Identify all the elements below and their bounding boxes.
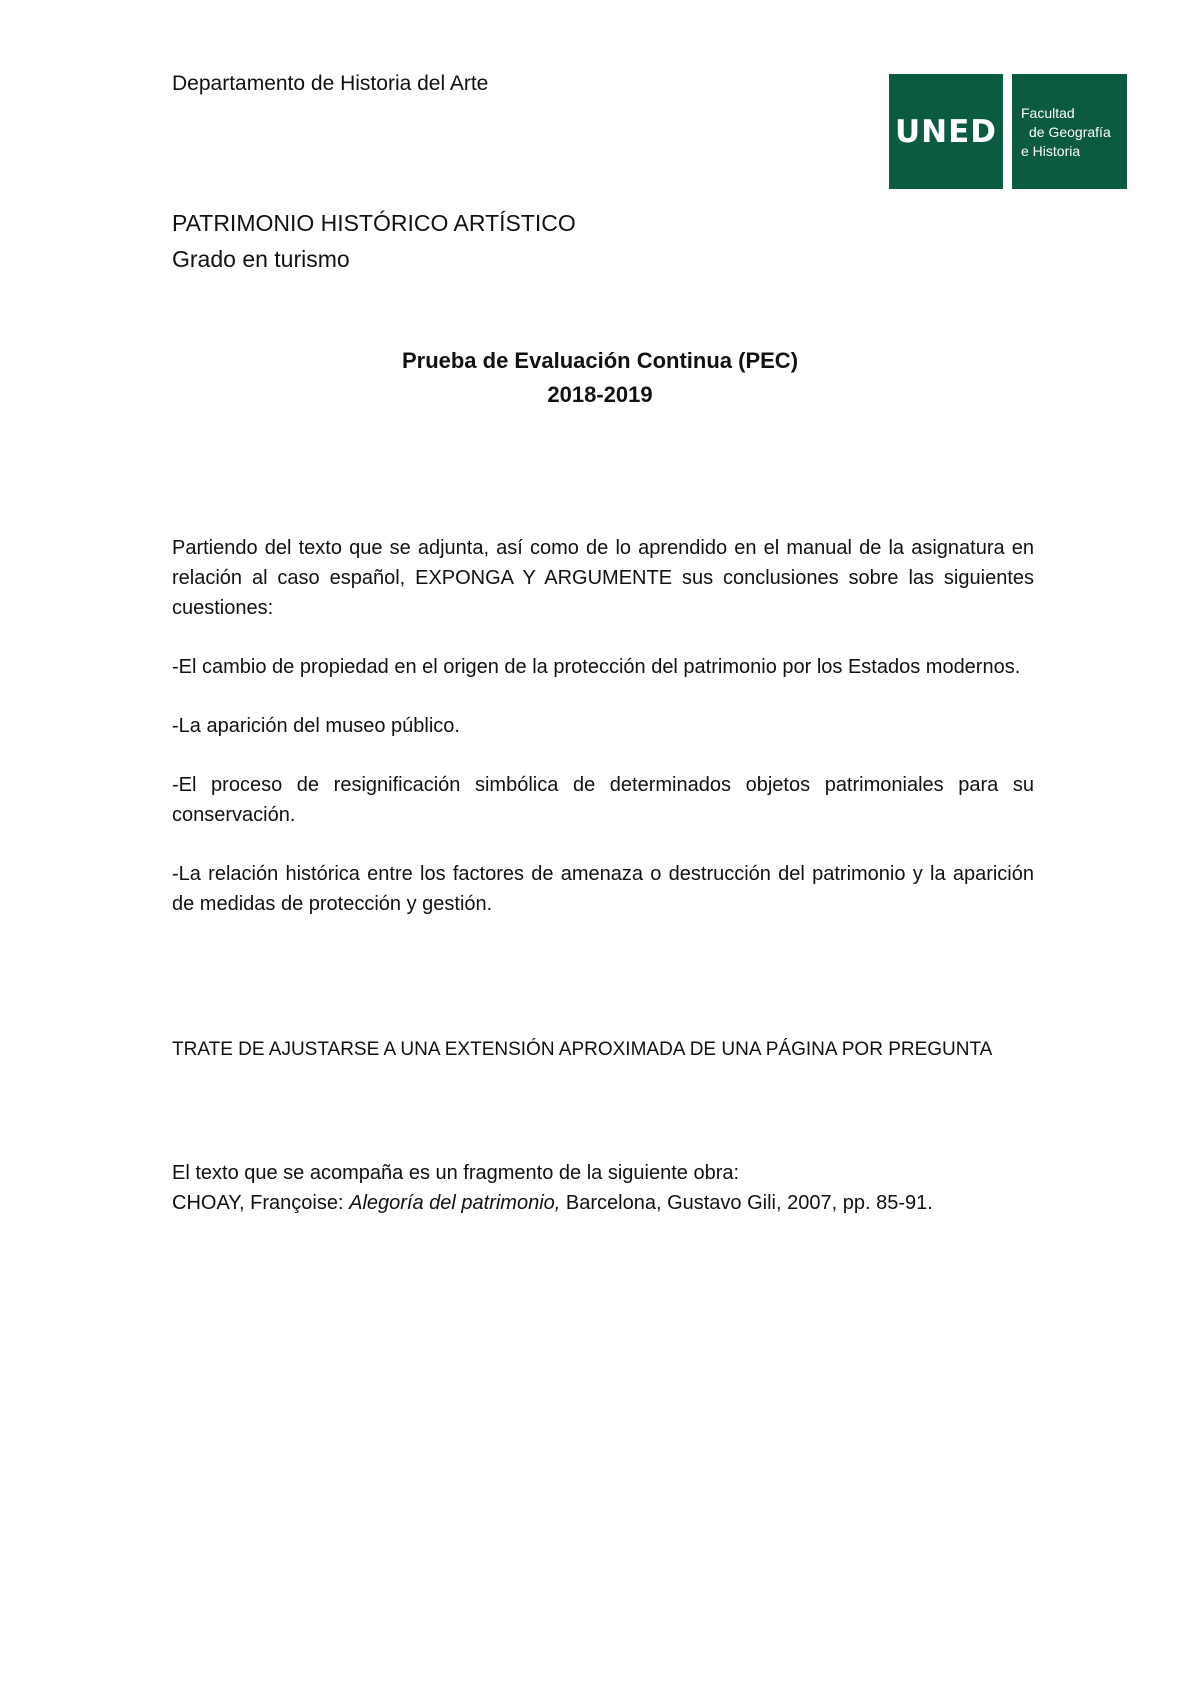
exam-title: Prueba de Evaluación Continua (PEC) [401,348,799,373]
source-reference [172,1158,933,1218]
logo-faculty-line: de Geografía [1029,124,1111,140]
instructions [172,533,1034,948]
uned-logo [889,74,1127,189]
course-info [172,205,576,277]
source-details: Barcelona, Gustavo Gili, 2007, pp. 85-91. [560,1192,933,1214]
logo-faculty-line: e Historia [1021,143,1081,159]
question-item: -El cambio de propiedad en el origen de la protección del patrimonio por los Estados modernos. [172,656,1021,678]
logo-faculty-block [1012,74,1127,189]
length-notice: TRATE DE AJUSTARSE A UNA EXTENSIÓN APROXIMADA DE UNA PÁGINA POR PREGUNTA [172,1039,993,1060]
exam-heading [0,344,1200,412]
source-author: CHOAY, Françoise: [172,1192,350,1214]
logo-mark: UNED [894,113,998,150]
source-citation [172,1188,933,1218]
instructions-intro: Partiendo del texto que se adjunta, así como de lo aprendido en el manual de la asignatura en relación al caso español, EXPONGA Y ARGUMENTE sus conclusiones sobre las siguientes cuestiones: [172,537,1034,619]
department-name: Departamento de Historia del Arte [172,72,489,95]
question-item: -La aparición del museo público. [172,715,460,737]
logo-mark-block [889,74,1003,189]
question-item: -La relación histórica entre los factores de amenaza o destrucción del patrimonio y la aparición de medidas de protección y gestión. [172,863,1034,915]
source-intro: El texto que se acompaña es un fragmento de la siguiente obra: [172,1162,740,1184]
source-work-title: Alegoría del patrimonio, [349,1192,561,1214]
logo-faculty-line: Facultad [1021,105,1075,121]
question-item: -El proceso de resignificación simbólica de determinados objetos patrimoniales para su conservación. [172,774,1034,826]
exam-year: 2018-2019 [547,382,653,407]
course-degree: Grado en turismo [172,246,350,272]
course-subject: PATRIMONIO HISTÓRICO ARTÍSTICO [172,210,576,236]
